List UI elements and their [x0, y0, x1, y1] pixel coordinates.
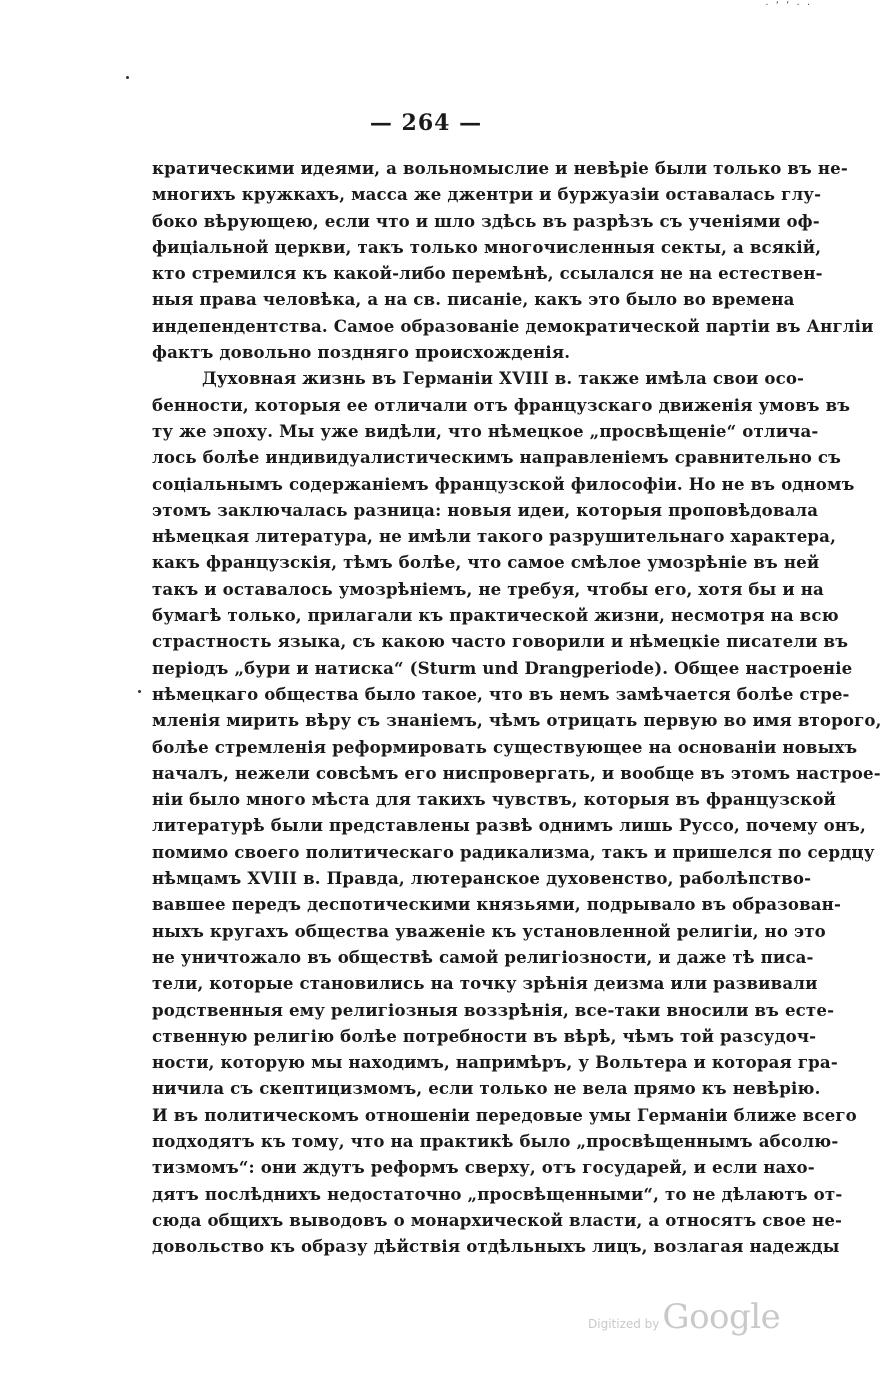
text-line: тизмомъ“: они ждутъ реформъ сверху, отъ государей, и если нахо- [152, 1157, 815, 1178]
digitized-watermark [588, 1297, 780, 1337]
text-line: литературѣ были представлены развѣ однимъ лишь Руссо, почему онъ, [152, 815, 866, 836]
text-line: многихъ кружкахъ, масса же джентри и буржуазіи оставалась глу- [152, 184, 822, 205]
text-line: ту же эпоху. Мы уже видѣли, что нѣмецкое „просвѣщеніе“ отлича- [152, 420, 819, 441]
text-line: нѣмецкаго общества было такое, что въ немъ замѣчается болѣе стре- [152, 683, 850, 704]
text-line: соціальнымъ содержаніемъ французской философіи. Но не въ одномъ [152, 473, 855, 494]
text-line: лось болѣе индивидуалистическимъ направленіемъ сравнительно съ [152, 447, 842, 468]
text-line: страстность языка, съ какою часто говорили и нѣмецкіе писатели въ [152, 631, 849, 652]
text-line: мленія мирить вѣру съ знаніемъ, чѣмъ отрицать первую во имя второго, [152, 710, 882, 731]
text-line: бумагѣ только, прилагали къ практической жизни, несмотря на всю [152, 605, 839, 626]
text-line: ности, которую мы находимъ, напримѣръ, у Вольтера и которая гра- [152, 1052, 838, 1073]
text-line: сюда общихъ выводовъ о монархической власти, а относятъ свое не- [152, 1209, 843, 1230]
text-line: нѣмцамъ XVIII в. Правда, лютеранское духовенство, раболѣпство- [152, 868, 812, 889]
text-line: этомъ заключалась разница: новыя идеи, которыя проповѣдовала [152, 499, 819, 520]
text-line: вавшее передъ деспотическими князьями, подрывало въ образован- [152, 894, 841, 915]
text-line: ныхъ кругахъ общества уваженіе къ установленной религіи, но это [152, 920, 826, 941]
text-line: ничила съ скептицизмомъ, если только не вела прямо къ невѣрію. [152, 1078, 821, 1099]
text-line: такъ и оставалось умозрѣніемъ, не требуя, чтобы его, хотя бы и на [152, 578, 824, 599]
text-line: ныя права человѣка, а на св. писаніе, какъ это было во времена [152, 289, 795, 310]
text-line: ніи было много мѣста для такихъ чувствъ, которыя въ французской [152, 789, 836, 810]
text-line: родственныя ему религіозныя воззрѣнія, все-таки вносили въ есте- [152, 999, 835, 1020]
text-line: И въ политическомъ отношеніи передовые умы Германіи ближе всего [152, 1104, 857, 1125]
page-number: — 264 — [369, 110, 483, 136]
text-line: Духовная жизнь въ Германіи XVIII в. также имѣла свои осо- [202, 368, 805, 389]
text-line: индепендентства. Самое образованіе демократической партіи въ Англіи [152, 315, 874, 336]
text-line: боко вѣрующею, если что и шло здѣсь въ разрѣзъ съ ученіями оф- [152, 210, 820, 231]
text-line: бенности, которыя ее отличали отъ французскаго движенія умовъ въ [152, 394, 851, 415]
stray-dot [126, 76, 129, 79]
text-line: тели, которые становились на точку зрѣнія деизма или развивали [152, 973, 818, 994]
text-line: нѣмецкая литература, не имѣли такого разрушительнаго характера, [152, 526, 837, 547]
text-line: началъ, нежели совсѣмъ его ниспровергать, и вообще въ этомъ настрое- [152, 762, 881, 783]
corner-marks: · ‘ ‘ · · [765, 0, 812, 11]
text-line: помимо своего политическаго радикализма, такъ и пришелся по сердцу [152, 841, 875, 862]
text-line: кто стремился къ какой-либо перемѣнѣ, ссылался не на естествен- [152, 263, 823, 284]
google-logo: Google [662, 1297, 781, 1337]
text-line: болѣе стремленія реформировать существующее на основаніи новыхъ [152, 736, 858, 757]
text-line: періодъ „бури и натиска“ (Sturm und Drangperiode). Общее настроеніе [152, 657, 853, 678]
text-line: какъ французскія, тѣмъ болѣе, что самое смѣлое умозрѣніе въ ней [152, 552, 820, 573]
stray-dot [138, 690, 141, 693]
text-line: довольство къ образу дѣйствія отдѣльныхъ лицъ, возлагая надежды [152, 1236, 840, 1257]
text-line: кратическими идеями, а вольномыслие и невѣріе были только въ не- [152, 158, 848, 178]
text-line: не уничтожало въ обществѣ самой религіозности, и даже тѣ писа- [152, 946, 814, 967]
text-line: подходятъ къ тому, что на практикѣ было „просвѣщеннымъ абсолю- [152, 1130, 839, 1151]
text-line: фиціальной церкви, такъ только многочисленныя секты, а всякій, [152, 236, 822, 257]
text-line: ственную религію болѣе потребности въ вѣрѣ, чѣмъ той разсудоч- [152, 1025, 817, 1046]
text-block [152, 155, 882, 1259]
text-line: фактъ довольно поздняго происхожденія. [152, 342, 571, 363]
watermark-prefix: Digitized by [588, 1317, 660, 1331]
text-line: дятъ послѣднихъ недостаточно „просвѣщенными“, то не дѣлаютъ от- [152, 1183, 843, 1204]
